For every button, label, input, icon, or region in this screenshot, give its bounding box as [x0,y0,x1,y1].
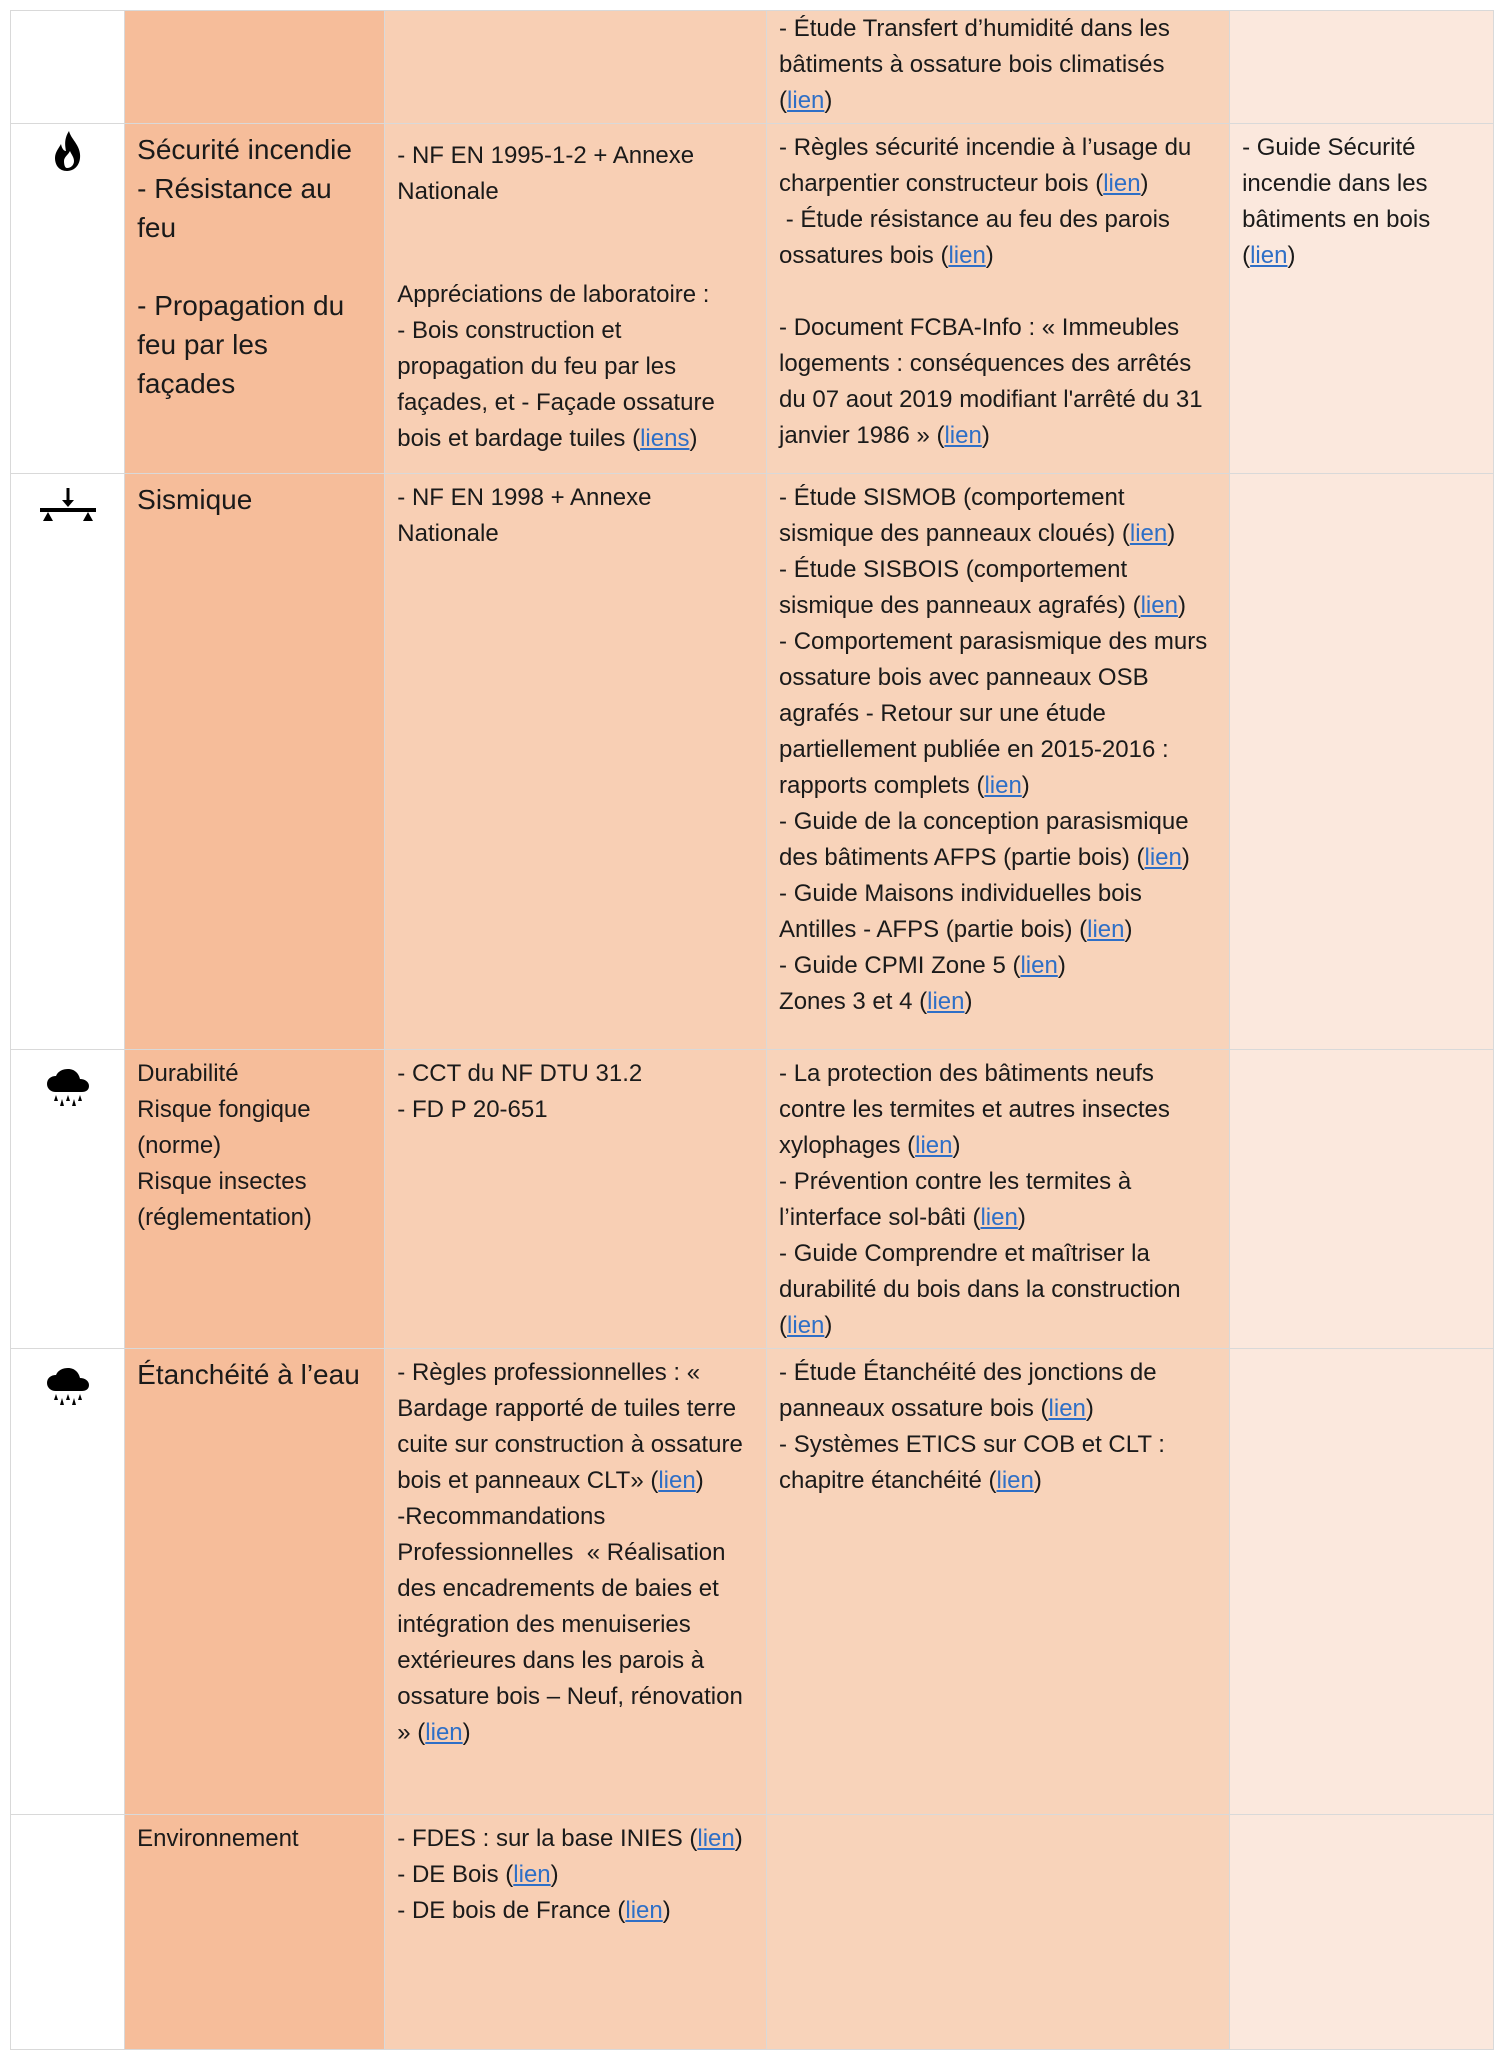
table-row-seismic [11,474,1494,1050]
study-item: - Étude SISMOB (comportement sismique des panneaux cloués) (lien) [779,484,1176,547]
study-link[interactable]: lien [1140,592,1178,619]
guide-link[interactable]: lien [1250,242,1288,269]
category-title: Sismique [137,484,253,515]
table-row-humidity-continuation [11,11,1494,124]
guides-cell [1230,11,1494,124]
norm-item: - Bois construction et propagation du feu par les façades, et - Façade ossature bois et bardage tuiles (liens) [397,317,715,452]
norms-cell [385,1349,767,1815]
study-item: - Guide Maisons individuelles bois Antilles - AFPS (partie bois) (lien) [779,880,1142,943]
icon-cell [11,1349,125,1815]
category-cell [125,474,385,1050]
study-link[interactable]: lien [980,1204,1018,1231]
icon-cell [11,11,125,124]
guides-cell [1230,124,1494,474]
reference-table [10,10,1494,2050]
norm-item: - DE Bois (lien) [397,1861,559,1888]
category-subitem: Risque fongique (norme) [137,1096,311,1159]
norms-cell [385,124,767,474]
category-cell [125,1050,385,1349]
study-item: - Règles sécurité incendie à l’usage du charpentier constructeur bois (lien) [779,134,1192,197]
study-item: - Document FCBA-Info : « Immeubles logements : conséquences des arrêtés du 07 aout 2019 modifiant l'arrêté du 31 janvier 1986 » (lien) [779,314,1203,449]
norms-cell [385,11,767,124]
table-row-environment [11,1815,1494,2050]
study-item: - La protection des bâtiments neufs contre les termites et autres insectes xylophages (lien) [779,1060,1170,1159]
icon-cell [11,1815,125,2050]
studies-cell [767,1050,1230,1349]
study-link[interactable]: lien [915,1132,953,1159]
study-item: - Prévention contre les termites à l’interface sol-bâti (lien) [779,1168,1132,1231]
study-item: - Étude Transfert d’humidité dans les bâtiments à ossature bois climatisés (lien) [779,15,1170,114]
studies-cell [767,1349,1230,1815]
study-item: - Systèmes ETICS sur COB et CLT : chapitre étanchéité (lien) [779,1431,1165,1494]
study-link[interactable]: lien [787,87,825,114]
category-title: Étanchéité à l’eau [137,1359,360,1390]
norm-item: - CCT du NF DTU 31.2 [397,1060,643,1087]
norm-link[interactable]: lien [658,1467,696,1494]
rain-cloud-icon [23,1367,112,1407]
category-cell [125,124,385,474]
icon-cell [11,474,125,1050]
norm-item: -Recommandations Professionnelles « Réalisation des encadrements de baies et intégration des menuiseries extérieures dans les parois à ossature bois – Neuf, rénovation » (lien) [397,1503,750,1746]
guides-cell [1230,1349,1494,1815]
category-subitem: - Propagation du feu par les façades [137,290,345,399]
fire-icon [23,130,112,172]
table-row-durability [11,1050,1494,1349]
icon-cell [11,1050,125,1349]
study-link[interactable]: lien [1103,170,1141,197]
guide-item: - Guide Sécurité incendie dans les bâtiments en bois (lien) [1242,134,1431,269]
study-item: - Étude Étanchéité des jonctions de panneaux ossature bois (lien) [779,1359,1157,1422]
icon-cell [11,124,125,474]
guides-cell [1230,1815,1494,2050]
study-link[interactable]: lien [984,772,1022,799]
study-link[interactable]: lien [948,242,986,269]
studies-cell [767,11,1230,124]
norm-link[interactable]: lien [513,1861,551,1888]
category-cell [125,11,385,124]
norm-item: - FD P 20-651 [397,1096,548,1123]
seismic-icon [23,488,112,522]
study-item: - Guide CPMI Zone 5 (lien) [779,952,1066,979]
study-item: - Étude résistance au feu des parois ossatures bois (lien) [779,206,1177,269]
norm-item: Appréciations de laboratoire : [397,281,710,308]
study-item: - Étude SISBOIS (comportement sismique des panneaux agrafés) (lien) [779,556,1186,619]
studies-cell [767,474,1230,1050]
norms-cell [385,1815,767,2050]
category-title: Durabilité [137,1060,239,1087]
norm-item: - NF EN 1998 + Annexe Nationale [397,484,652,547]
table-row-water-tightness [11,1349,1494,1815]
norm-link[interactable]: liens [640,425,690,452]
study-link[interactable]: lien [996,1467,1034,1494]
norm-item: - DE bois de France (lien) [397,1897,671,1924]
study-link[interactable]: lien [1144,844,1182,871]
study-item: - Guide de la conception parasismique des bâtiments AFPS (partie bois) (lien) [779,808,1190,871]
study-link[interactable]: lien [927,988,965,1015]
study-link[interactable]: lien [1048,1395,1086,1422]
category-cell [125,1349,385,1815]
norms-cell [385,474,767,1050]
study-link[interactable]: lien [787,1312,825,1339]
study-link[interactable]: lien [1020,952,1058,979]
norm-item: - Règles professionnelles : « Bardage rapporté de tuiles terre cuite sur construction à ossature bois et panneaux CLT» (lien) [397,1359,750,1494]
study-item: - Guide Comprendre et maîtriser la durabilité du bois dans la construction (lien) [779,1240,1181,1339]
guides-cell [1230,1050,1494,1349]
category-subitem: - Résistance au feu [137,173,332,243]
study-link[interactable]: lien [1129,520,1168,547]
rain-cloud-icon [23,1068,112,1108]
norms-cell [385,1050,767,1349]
studies-cell [767,124,1230,474]
norm-item: - FDES : sur la base INIES (lien) [397,1825,743,1852]
category-cell [125,1815,385,2050]
category-title: Environnement [137,1825,299,1852]
norm-link[interactable]: lien [625,1897,663,1924]
guides-cell [1230,474,1494,1050]
category-title: Sécurité incendie [137,134,352,165]
norm-link[interactable]: lien [697,1825,735,1852]
studies-cell [767,1815,1230,2050]
norm-link[interactable]: lien [425,1719,463,1746]
study-link[interactable]: lien [944,422,982,449]
category-subitem: Risque insectes (réglementation) [137,1168,312,1231]
study-item: - Comportement parasismique des murs ossature bois avec panneaux OSB agrafés - Retour sur une étude partiellement publiée en 2015-2016 : rapports complets (lien) [779,628,1208,799]
study-item: Zones 3 et 4 (lien) [779,988,973,1015]
study-link[interactable]: lien [1087,916,1125,943]
norm-item: - NF EN 1995-1-2 + Annexe Nationale [397,142,695,205]
table-row-fire-safety [11,124,1494,474]
